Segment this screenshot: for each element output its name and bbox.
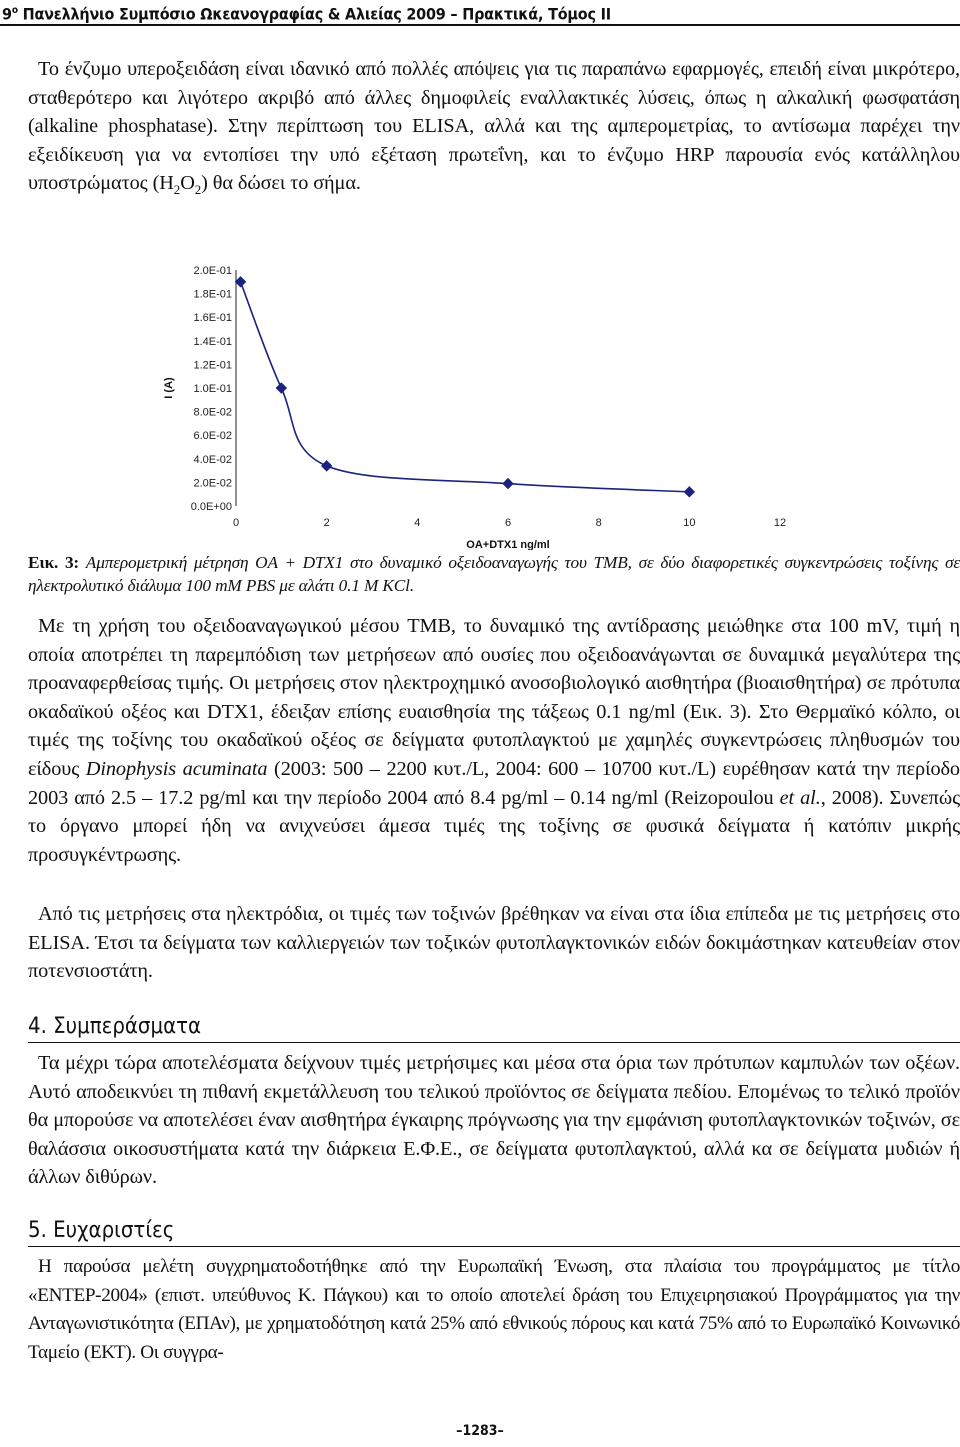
y-tick-label: 2.0E-02 xyxy=(193,477,232,490)
y-tick-label: 0.0E+00 xyxy=(190,501,232,513)
y-tick-label: 1.0E-01 xyxy=(193,383,232,395)
y-tick-label: 2.0E-01 xyxy=(193,265,232,277)
caption-label: Εικ. 3: xyxy=(28,553,80,572)
section-rule xyxy=(28,1042,960,1043)
amperometric-chart xyxy=(0,250,960,550)
x-axis-title: OA+DTX1 ng/ml xyxy=(466,539,550,550)
x-tick-label: 12 xyxy=(773,517,787,529)
y-tick-label: 8.0E-02 xyxy=(193,406,232,419)
header-superscript: ο xyxy=(11,5,18,16)
intro-paragraph: Το ένζυμο υπεροξειδάση είναι ιδανικό από πολλές απόψεις για τις παραπάνω εφαρμογές, επειδή είναι μικρότερο, σταθερότερο και λιγότερο ακριβό από άλλες δημοφιλείς εναλλακτικές λύσεις, όπως η αλκαλική φωσφατάση (alkaline phosphatase). Στην περίπτωση του ELISA, αλλά και της αμπερομετρίας, το αντίσωμα παρέχει την εξειδίκευση για να εντοπίσει την υπό εξέταση πρωτεΐνη, και το ένζυμο HRP παρουσία ενός κατάλληλου υποστρώματος $(H_2O_2)$ θα δώσει το σήμα. xyxy=(28,58,960,198)
y-tick-label: 1.6E-01 xyxy=(193,312,232,325)
data-point-marker xyxy=(276,383,286,393)
y-tick-label: 1.2E-01 xyxy=(193,359,232,372)
y-tick-label: 6.0E-02 xyxy=(193,430,232,443)
data-point-marker xyxy=(236,277,246,287)
x-tick-label: 6 xyxy=(504,517,512,529)
header-rule xyxy=(0,24,960,26)
data-point-marker xyxy=(503,479,513,489)
x-axis-ticks xyxy=(233,517,786,529)
x-tick-label: 0 xyxy=(232,517,240,529)
data-point-marker xyxy=(684,487,694,497)
running-header: $9^o$ Πανελλήνιο Συμπόσιο Ωκεανογραφίας & Αλιείας 2009 – Πρακτικά, Τόμος ΙΙ xyxy=(2,4,611,24)
x-tick-label: 10 xyxy=(683,517,696,529)
species-name: Dinophysis acuminata xyxy=(85,757,268,780)
body-paragraph-1: Με τη χρήση του οξειδοαναγωγικού μέσου TMB, το δυναμικό της αντίδρασης μειώθηκε στα 100 mV, τιμή η οποία αποτρέπει τη παρεμπόδιση των μετρήσεων από ουσίες που οξειδοανάγωνται σε δυναμικά μεγαλύτερα της προαναφερθείσας τιμής. Οι μετρήσεις στον ηλεκτροχημικό ανοσοβιολογικό αισθητήρα (βιοαισθητήρα) σε πρότυπα οκαδαϊκού οξέος και DTX1, έδειξαν επίσης ευαισθησία της τάξεως 0.1 ng/ml (Εικ. 3). Στο Θερμαϊκό κόλπο, οι τιμές της τοξίνης του οκαδαϊκού οξέος σε δείγματα φυτοπλαγκτού με χαμηλές συγκεντρώσεις πληθυσμών του είδους Dinophysis acuminata (2003: 500 – 2200 κυτ./L, 2004: 600 – 10700 κυτ./L) ευρέθησαν κατά την περίοδο 2003 από 2.5 – 17.2 pg/ml και την περίοδο 2004 από 8.4 pg/ml – 0.14 ng/ml (Reizopoulou et al., 2008). Συνεπώς το όργανο μπορεί ήδη να ανιχνεύσει άμεσα τιμές της τοξίνης σε φυσικά δείγματα ή κατόπιν μικρής προσυγκέντρωσης. xyxy=(28,615,960,866)
series-line xyxy=(241,282,690,492)
acknowledgements-paragraph: Η παρούσα μελέτη συγχρηματοδοτήθηκε από την Ευρωπαϊκή Ένωση, στα πλαίσια του προγράμματος με τίτλο «ΕΝΤΕΡ-2004» (επιστ. υπεύθυνος Κ. Πάγκου) και το οποίο αποτελεί δράση του Επιχειρησιακού Προγράμματος για την Ανταγωνιστικότητα (ΕΠΑν), με χρηματοδότηση κατά 25% από εθνικούς πόρους και κατά 75% από το Ευρωπαϊκό Κοινωνικό Ταμείο (ΕΚΤ). Οι συγγρα- xyxy=(28,1256,960,1363)
y-tick-label: 4.0E-02 xyxy=(193,453,232,466)
page-number: –1283– xyxy=(456,1423,504,1439)
series-markers xyxy=(236,277,695,497)
section-rule xyxy=(28,1246,960,1247)
body-paragraph-2: Από τις μετρήσεις στα ηλεκτρόδια, οι τιμές των τοξινών βρέθηκαν να είναι στα ίδια επίπεδα με τις μετρήσεις στο ELISA. Έτσι τα δείγματα των καλλιεργειών των τοξικών φυτοπλαγκτονικών ειδών δοκιμάστηκαν κατευθείαν στον ποτενσιοστάτη. xyxy=(28,903,960,983)
x-tick-label: 2 xyxy=(323,517,330,529)
y-tick-label: 1.4E-01 xyxy=(193,335,232,348)
section-heading-acknowledgements: 5. Ευχαριστίες xyxy=(28,1218,175,1243)
figure-caption xyxy=(28,552,960,597)
x-tick-label: 8 xyxy=(595,517,602,529)
data-point-marker xyxy=(322,461,332,471)
y-tick-label: 1.8E-01 xyxy=(193,288,232,301)
section-heading-conclusions: 4. Συμπεράσματα xyxy=(28,1014,202,1039)
x-tick-label: 4 xyxy=(414,517,421,529)
conclusions-paragraph: Τα μέχρι τώρα αποτελέσματα δείχνουν τιμές μετρήσιμες και μέσα στα όρια των πρότυπων καμπυλών των οξέων. Αυτό αποδεικνύει τη πιθανή εκμετάλλευση του τελικού προϊόντος σε δείγματα πεδίου. Επομένως το τελικό προϊόν θα μπορούσε να αποτελέσει έναν αισθητήρα έγκαιρης πρόγνωσης για την εμφάνιση φυτοπλαγκτονικών τοξινών, σε θαλάσσια οικοσυστήματα κατά την διάρκεια Ε.Φ.Ε., σε δείγματα φυτοπλαγκτού, αλλά κα σε δείγματα μυδιών ή άλλων διθύρων. xyxy=(28,1052,960,1189)
y-axis-ticks xyxy=(191,265,232,513)
y-axis-title: I (A) xyxy=(163,377,175,399)
caption-text: Αμπερομετρική μέτρηση OA + DTX1 στο δυναμικό οξειδοαναγωγής του ΤΜΒ, σε δύο διαφορετικές συγκεντρώσεις τοξίνης σε ηλεκτρολυτικό διάλυμα 100 mM PBS με αλάτι 0.1 M KCl. xyxy=(28,553,960,595)
